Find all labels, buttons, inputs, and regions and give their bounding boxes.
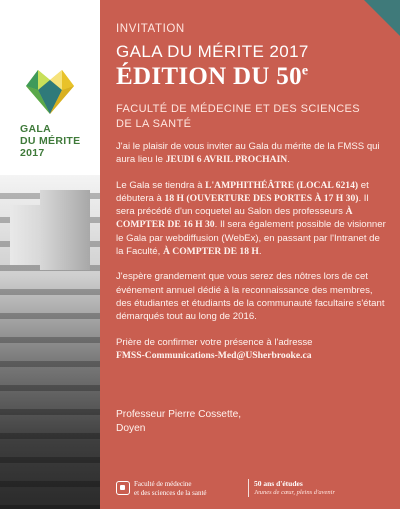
heart-mosaic-logo-icon	[22, 62, 78, 118]
edition-sup: e	[301, 63, 309, 79]
p2-cocktail-time: À COMPTER DE 16 H 30	[116, 206, 353, 231]
paragraph-details	[116, 179, 388, 259]
footer	[116, 478, 386, 500]
p2-text4: . Il sera également possible de visionner le Gala par webdiffusion (WebEx), en passant par l'Intranet de la Faculté,	[116, 219, 386, 258]
gala-logo-line1: GALA	[20, 123, 51, 135]
invitation-label: INVITATION	[116, 23, 185, 35]
footer-faculty-line2: et des sciences de la santé	[134, 488, 207, 497]
p2-webcast-time: À COMPTER DE 18 H	[162, 246, 259, 258]
auditorium-photo	[0, 175, 100, 509]
p2-text5: .	[258, 246, 262, 258]
gala-logo-text	[20, 123, 80, 159]
edition-title	[116, 63, 308, 91]
paragraph-invite	[116, 140, 388, 167]
footer-divider	[248, 479, 249, 497]
footer-tagline: Jeunes de cœur, pleins d'avenir	[254, 489, 335, 496]
p2-location: L'AMPHITHÉÂTRE (LOCAL 6214)	[205, 179, 359, 191]
gala-logo-line3: 2017	[20, 147, 45, 159]
p2-time: 18 H (OUVERTURE DES PORTES À 17 H 30)	[164, 192, 359, 204]
paragraph-hope: J'espère grandement que vous serez des nôtres lors de cet événement annuel dédié à la reconnaissance des membres, des étudiantes et étudiants de la communauté facultaire s'étant démarqués tout au long de 2016.	[116, 271, 385, 323]
corner-fold	[364, 0, 400, 36]
gala-title: GALA DU MÉRITE 2017	[116, 42, 309, 61]
p2-text3: . Il sera précédé d'un coquetel au Salon des professeurs	[116, 192, 369, 218]
left-column	[0, 0, 100, 509]
footer-anniversary: 50 ans d'études	[254, 479, 303, 488]
signature-title: Doyen	[116, 423, 146, 434]
signature	[116, 408, 241, 436]
p2-text2: et débutera à	[116, 179, 369, 204]
paragraph-rsvp	[116, 336, 388, 363]
edition-main: ÉDITION DU 50	[116, 63, 302, 90]
footer-faculty-line1: Faculté de médecine	[134, 480, 192, 488]
university-logo-icon	[116, 481, 130, 495]
auditorium-wall-back	[40, 190, 90, 270]
p1-date: JEUDI 6 AVRIL PROCHAIN	[165, 154, 288, 166]
footer-faculty	[134, 480, 207, 497]
faculty-name	[116, 102, 376, 132]
rsvp-email-link[interactable]: FMSS-Communications-Med@USherbrooke.ca	[116, 349, 312, 361]
faculty-line2: DE LA SANTÉ	[116, 118, 192, 130]
signature-name: Professeur Pierre Cossette,	[116, 409, 242, 420]
p2-text1: Le Gala se tiendra à	[116, 179, 206, 191]
invitation-panel	[100, 0, 400, 509]
p1-text1: J'ai le plaisir de vous inviter au Gala du mérite de la FMSS qui aura lieu le	[116, 141, 380, 166]
p1-text2: .	[287, 154, 290, 166]
gala-logo-line2: DU MÉRITE	[20, 135, 81, 147]
faculty-line1: FACULTÉ DE MÉDECINE ET DES SCIENCES	[116, 103, 361, 115]
invitation-body	[116, 140, 388, 374]
rsvp-text: Prière de confirmer votre présence à l'adresse	[116, 336, 313, 348]
